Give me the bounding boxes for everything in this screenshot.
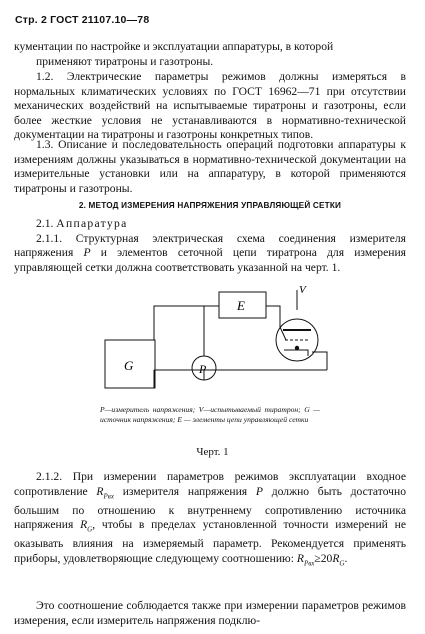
subsection-number: 2.1. — [36, 217, 54, 230]
grid-lead — [280, 327, 286, 340]
paragraph-2-1-2 — [14, 470, 406, 571]
text-run: и элементов сеточной цепи тиратрона для измерения управляющей сетки должна соответствовать указанной на черт. 1. — [14, 246, 406, 274]
thyratron-cathode — [284, 350, 308, 356]
paragraph-text: 1.3. Описание и последовательность операций подготовки аппаратуры к измерениям должны указываться в нормативно-технической документации на измерительные установки или на аппаратуру, в которой применяются тиратроны и газотроны. — [14, 138, 406, 195]
text-run: . — [344, 551, 348, 565]
symbol-r: R — [96, 484, 104, 498]
page-header: Стр. 2 ГОСТ 21107.10—78 — [15, 14, 150, 26]
formula-r: R — [296, 551, 304, 565]
subscript: G — [87, 525, 93, 534]
formula-ratio: ≥20 — [314, 551, 333, 565]
symbol-r: R — [80, 518, 88, 532]
symbol-p: P — [83, 246, 91, 260]
paragraph-text: 1.2. Электрические параметры режимов должны измеряться в нормальных климатических условиях по ГОСТ 16962—71 при отсутствии механических воздействий на испытываемые тиратроны и газотроны, если более жесткие условия не устанавливаются в нормативно-технической документации на тиратроны и газотроны конкретных типов. — [14, 70, 406, 142]
label-e: E — [237, 298, 245, 313]
subsection-name: Аппаратура — [56, 217, 128, 230]
text-run: 2.1.1. Структурная электрическая схема соединения измерителя напряжения — [14, 231, 406, 260]
paragraph-line: применяют тиратроны и газотроны. — [36, 54, 214, 68]
text-run: должно быть достаточно большим по отношению к внутреннему сопротивлению источника напряжения — [14, 484, 407, 532]
label-p: P — [199, 362, 207, 376]
label-g: G — [124, 358, 134, 373]
paragraph-text: Это соотношение соблюдается также при измерении параметров режимов измерения, если измеритель напряжения подклю- — [14, 599, 406, 627]
section-heading: 2. МЕТОД ИЗМЕРЕНИЯ НАПРЯЖЕНИЯ УПРАВЛЯЮЩЕЙ СЕТКИ — [78, 201, 342, 210]
formula-r: R — [332, 551, 340, 565]
subscript: G — [339, 558, 345, 567]
wire-to-e — [154, 306, 219, 340]
wire-cathode — [312, 352, 327, 370]
figure-caption: P—измеритель напряжения; V—испытываемый тиратрон; G — источник напряжения; E — элементы цепи управляющей сетки — [100, 405, 320, 424]
text-run: , чтобы в пределах установленной точности измерений не оказывать влияния на измеряемый параметр. Рекомендуется применять приборы, удовлетворяющие следующему соотношению: — [14, 518, 407, 565]
text-run: измерителя напряжения — [122, 484, 248, 498]
subscript: Pвх — [303, 558, 315, 567]
label-v: V — [299, 284, 306, 296]
symbol-p: P — [255, 484, 263, 498]
paragraph-last — [14, 599, 406, 628]
paragraph-text — [14, 470, 406, 571]
text-run: 2.1.2. При измерении параметров режимов эксплуатации входное сопротивление — [14, 470, 406, 498]
subscript: Pвх — [103, 491, 114, 500]
paragraph-line: кументации по настройке и эксплуатации аппаратуры, в которой — [14, 40, 334, 53]
wire-to-grid — [266, 306, 280, 327]
figure-label: Черт. 1 — [196, 446, 229, 458]
gas-fill-dot — [295, 346, 299, 350]
